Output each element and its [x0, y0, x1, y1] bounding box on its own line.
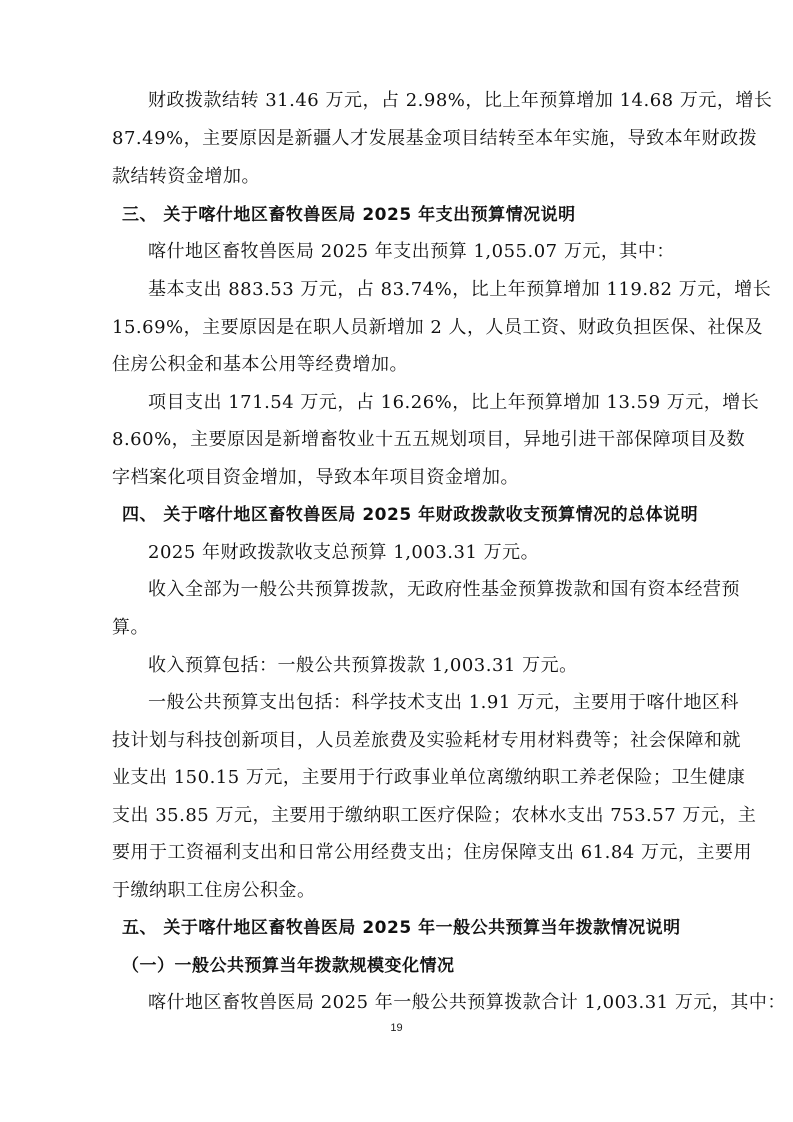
- paragraph-line: 8.60%，主要原因是新增畜牧业十五五规划项目，异地引进干部保障项目及数: [112, 429, 746, 450]
- paragraph-line: 款结转资金增加。: [112, 166, 260, 187]
- paragraph-line: 一般公共预算支出包括：科学技术支出 1.91 万元，主要用于喀什地区科: [148, 692, 740, 713]
- paragraph-line: 收入预算包括：一般公共预算拨款 1,003.31 万元。: [148, 655, 578, 676]
- paragraph-line: 要用于工资福利支出和日常公用经费支出；住房保障支出 61.84 万元，主要用: [112, 842, 752, 863]
- paragraph-line: 收入全部为一般公共预算拨款，无政府性基金预算拨款和国有资本经营预: [148, 579, 740, 600]
- section-heading-4: 四、 关于喀什地区畜牧兽医局 2025 年财政拨款收支预算情况的总体说明: [122, 505, 699, 525]
- paragraph-line: 技计划与科技创新项目，人员差旅费及实验耗材专用材料费等；社会保障和就: [112, 730, 741, 751]
- paragraph-line: 15.69%，主要原因是在职人员新增加 2 人，人员工资、财政负担医保、社保及: [112, 317, 764, 338]
- paragraph-line: 项目支出 171.54 万元，占 16.26%，比上年预算增加 13.59 万元，增长: [148, 392, 760, 413]
- section-heading-5: 五、 关于喀什地区畜牧兽医局 2025 年一般公共预算当年拨款情况说明: [122, 918, 681, 938]
- paragraph-line: 业支出 150.15 万元，主要用于行政事业单位离缴纳职工养老保险；卫生健康: [112, 767, 746, 788]
- paragraph-line: 字档案化项目资金增加，导致本年项目资金增加。: [112, 467, 519, 488]
- paragraph-line: 于缴纳职工住房公积金。: [112, 880, 316, 901]
- paragraph-line: 87.49%，主要原因是新疆人才发展基金项目结转至本年实施，导致本年财政拨: [112, 128, 758, 149]
- section-heading-3: 三、 关于喀什地区畜牧兽医局 2025 年支出预算情况说明: [122, 205, 576, 225]
- paragraph-line: 2025 年财政拨款收支总预算 1,003.31 万元。: [148, 542, 540, 563]
- paragraph-line: 支出 35.85 万元，主要用于缴纳职工医疗保险；农林水支出 753.57 万元，主: [112, 805, 757, 826]
- paragraph-line: 基本支出 883.53 万元，占 83.74%，比上年预算增加 119.82 万元，增长: [148, 279, 772, 300]
- paragraph-line: 住房公积金和基本公用等经费增加。: [112, 354, 408, 375]
- paragraph-line: 算。: [112, 617, 149, 638]
- page-number: 19: [390, 1022, 403, 1034]
- paragraph-line: 财政拨款结转 31.46 万元，占 2.98%，比上年预算增加 14.68 万元，增长: [148, 90, 773, 111]
- subsection-heading-1: （一）一般公共预算当年拨款规模变化情况: [122, 956, 455, 976]
- paragraph-line: 喀什地区畜牧兽医局 2025 年支出预算 1,055.07 万元，其中：: [148, 241, 675, 262]
- paragraph-line: 喀什地区畜牧兽医局 2025 年一般公共预算拨款合计 1,003.31 万元，其中：: [148, 992, 786, 1013]
